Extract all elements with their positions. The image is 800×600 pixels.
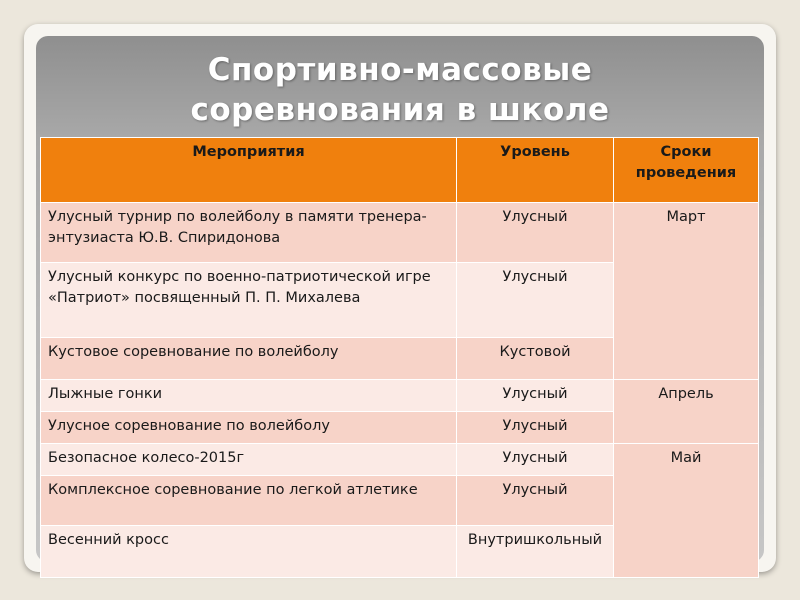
event-cell: Комплексное соревнование по легкой атлетике bbox=[41, 476, 457, 526]
table-row bbox=[41, 444, 759, 476]
event-cell: Лыжные гонки bbox=[41, 380, 457, 412]
slide-title bbox=[36, 50, 764, 130]
level-cell: Улусный bbox=[457, 263, 614, 338]
event-cell: Кустовое соревнование по волейболу bbox=[41, 338, 457, 380]
event-cell: Улусный конкурс по военно-патриотической игре «Патриот» посвященный П. П. Михалева bbox=[41, 263, 457, 338]
level-cell: Улусный bbox=[457, 476, 614, 526]
table-row bbox=[41, 380, 759, 412]
dates-cell: Апрель bbox=[614, 380, 759, 444]
events-table bbox=[40, 137, 759, 578]
header-events: Мероприятия bbox=[41, 138, 457, 203]
event-cell: Безопасное колесо-2015г bbox=[41, 444, 457, 476]
title-line-1: Спортивно-массовые bbox=[207, 52, 593, 88]
header-dates: Сроки проведения bbox=[614, 138, 759, 203]
level-cell: Внутришкольный bbox=[457, 526, 614, 578]
table-row bbox=[41, 203, 759, 263]
header-level: Уровень bbox=[457, 138, 614, 203]
title-line-2: соревнования в школе bbox=[190, 92, 610, 128]
level-cell: Улусный bbox=[457, 444, 614, 476]
dates-cell: Март bbox=[614, 203, 759, 380]
level-cell: Улусный bbox=[457, 412, 614, 444]
event-cell: Улусное соревнование по волейболу bbox=[41, 412, 457, 444]
level-cell: Улусный bbox=[457, 203, 614, 263]
level-cell: Улусный bbox=[457, 380, 614, 412]
event-cell: Весенний кросс bbox=[41, 526, 457, 578]
event-cell: Улусный турнир по волейболу в памяти тренера-энтузиаста Ю.В. Спиридонова bbox=[41, 203, 457, 263]
level-cell: Кустовой bbox=[457, 338, 614, 380]
dates-cell: Май bbox=[614, 444, 759, 578]
table-header-row bbox=[41, 138, 759, 203]
